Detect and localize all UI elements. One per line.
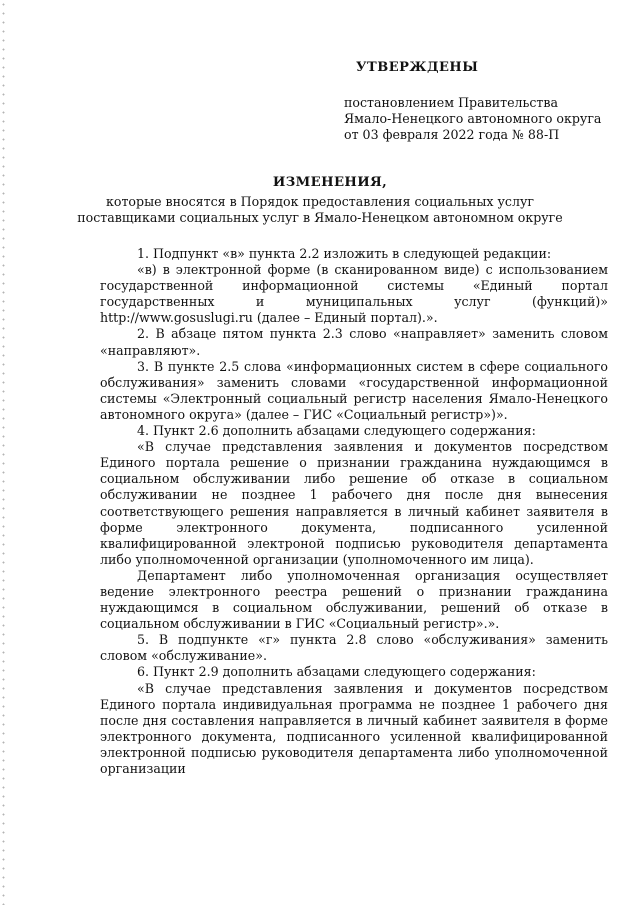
paragraph-4: 3. В пункте 2.5 слова «информационных систем в сфере социального обслуживания» заменить словами «государственной информационной системы «Электронный социальный регистр населения Ямало-Ненецкого автономного округа» (далее – ГИС «Социальный регистр»)».	[100, 358, 608, 422]
paragraph-1: 1. Подпункт «в» пункта 2.2 изложить в следующей редакции:	[137, 246, 552, 261]
paragraph-5: 4. Пункт 2.6 дополнить абзацами следующего содержания:	[137, 423, 536, 439]
document-body	[100, 246, 608, 777]
approval-line-3: от 03 февраля 2022 года № 88-П	[344, 127, 560, 142]
approval-line-2: Ямало-Ненецкого автономного округа	[344, 111, 602, 126]
paragraph-6: «В случае представления заявления и документов посредством Единого портала решение о признании гражданина нуждающимся в социальном обслуживании либо решение об отказе в социальном обслуживании не позднее 1 рабочего дня после дня вынесения соответствующего решения направляется в личный кабинет заявителя в форме электронного документа, подписанного усиленной квалифицированной электроной подписью руководителя департамента либо уполномоченной организации (уполномоченного им лица).	[100, 439, 608, 567]
document-heading	[0, 175, 640, 226]
paragraph-7: Департамент либо уполномоченная организация осуществляет ведение электронного реестра решений о признании гражданина нуждающимся в социальном обслуживании, решений об отказе в социальном обслуживании в ГИС «Социальный регистр».».	[100, 567, 608, 632]
paragraph-8: 5. В подпункте «г» пункта 2.8 слово «обслуживания» заменить словом «обслуживание».	[100, 632, 608, 664]
document-title: ИЗМЕНЕНИЯ,	[272, 175, 388, 190]
approval-title: УТВЕРЖДЕНЫ	[356, 60, 479, 75]
document-subtitle-line-1: которые вносятся в Порядок предоставления социальных услуг	[106, 194, 534, 209]
document-subtitle-line-2: поставщиками социальных услуг в Ямало-Ненецком автономном округе	[77, 210, 563, 225]
paragraph-9: 6. Пункт 2.9 дополнить абзацами следующего содержания:	[137, 664, 536, 680]
scan-edge-dots	[2, 0, 5, 905]
approval-line-1: постановлением Правительства	[344, 95, 558, 110]
paragraph-3: 2. В абзаце пятом пункта 2.3 слово «направляет» заменить словом «направляют».	[100, 326, 608, 358]
paragraph-2: «в) в электронной форме (в сканированном виде) с использованием государственной информационной системы «Единый портал государственных и муниципальных услуг (функций)» http://www.gosuslugi.ru (далее – Единый портал).».	[100, 262, 608, 326]
approval-block	[344, 60, 624, 143]
paragraph-10: «В случае представления заявления и документов посредством Единого портала индивидуальная программа не позднее 1 рабочего дня после дня составления направляется в личный кабинет заявителя в форме электронного документа, подписанного усиленной квалифицированной электронной подписью руководителя департамента либо уполномоченной организации	[100, 680, 608, 776]
